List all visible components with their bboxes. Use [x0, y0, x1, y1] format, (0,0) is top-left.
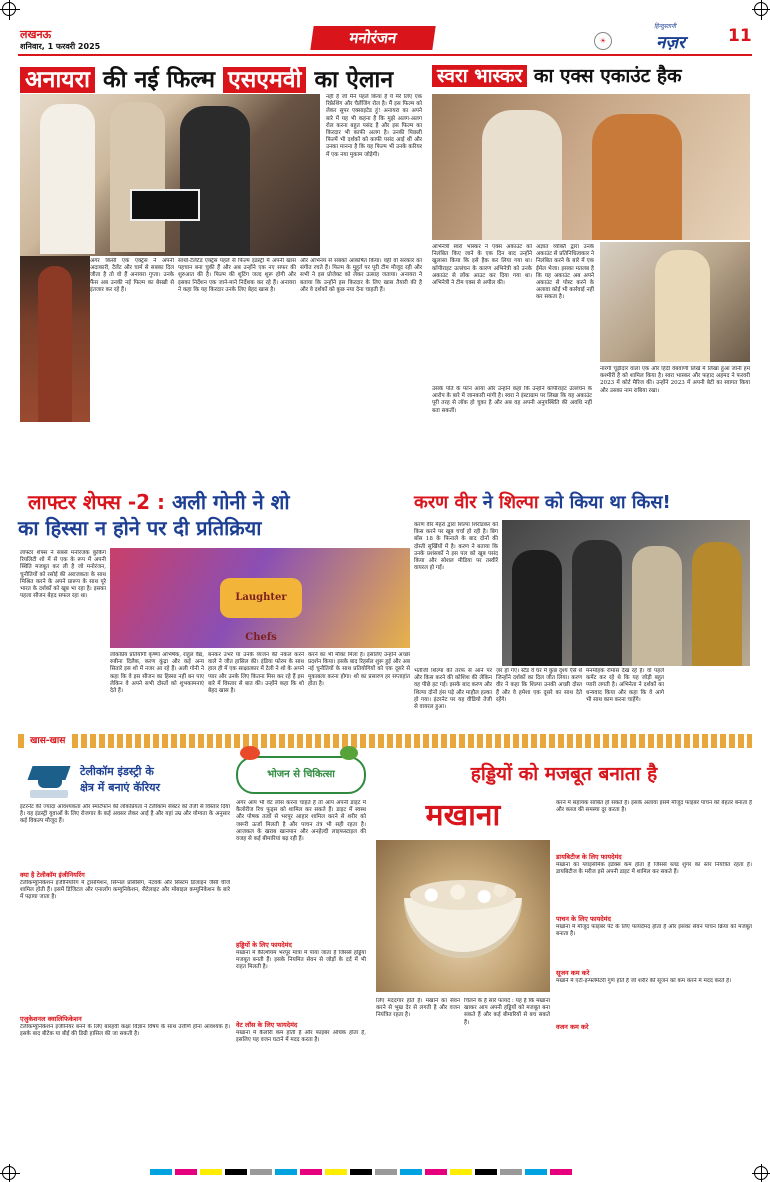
person-red-dress — [38, 266, 72, 422]
food-badge: भोजन से चिकित्सा — [236, 756, 366, 794]
tomato-icon — [240, 746, 260, 760]
makhana-side2: मखाना का ग्लाइसेमिक इंडेक्स कम होता है जिससे ब्लड शुगर का स्तर नियंत्रित रहता है। डायबिटीज के मरीज इसे अपनी डाइट में शामिल कर सकते हैं। — [556, 862, 752, 876]
food-subhead2: वेट लॉस के लिए फायदेमंद — [236, 1021, 298, 1029]
story4-col2: भतीजी शिल्पा की तरफ से आने पर और किस करने की कोशिश की लेकिन वह पीछे हट गईं। इसके बाद करण और शिल्पा दोनों हंस पड़े और माहौल हल्का हो गया। इंटरनेट पर यह वीडियो तेजी से वायरल हुआ। — [414, 668, 492, 711]
story2-col4: नारंगी चूड़ीदार वाला एक और हिंदी वेबवाणी लिखे में लिखा हुआ जानी हम कश्मीरी है को शामिल किया है। स्वरा भास्कर और फहाद अहमद ने फरवरी 2023 में कोर्ट मैरिज की। उन्होंने 2023 में अपनी बेटी का स्वागत किया और उसका नाम राबिया रखा। — [600, 366, 750, 394]
person-2 — [572, 540, 622, 666]
story2-col3: उसके पति के फोन आया और उन्होंने कहा कि उन्होंने कॉपीराइट उल्लंघन के आरोप के बारे में जानकारी मांगी है। स्वरा ने इंस्टाग्राम पर लिखा कि यह अकाउंट पूरी तरह से लॉक हो चुका है और अब वह अपनी अनुपस्थिति की अवधि नहीं बता सकतीं। — [432, 386, 592, 414]
masthead-date: शनिवार, 1 फरवरी 2025 — [20, 42, 101, 51]
story4-col4: मनमोहक रोमांस देख रहे हैं। वो पहले कमेंट कर रहे थे कि यह जोड़ी बहुत प्यारी लगती है। अभिनेता ने दर्शकों का धन्यवाद किया और कहा कि वे आगे भी साथ काम करना चाहेंगे। — [586, 668, 664, 703]
makhana-bottom1: लिए मददगार होते हैं। मखाने का सेवन करने से भूख देर से लगती है और वजन नियंत्रित रहता है। — [376, 998, 460, 1019]
story1-col2: साथी-टैलेंटेड एक्ट्रेस पहले से फिल्म इंडस्ट्री में अपनी खास पहचान बना चुकी हैं और अब उन्होंने एक नए सफर की शुरुआत की है। फिल्म की शूटिंग जल्द शुरू होगी और इसका निर्देशन एक जाने-माने निर्देशक कर रहे हैं। अनायरा ने कहा कि यह किरदार उनके लिए बेहद खास है। — [178, 258, 296, 293]
story3-headline-line2: का हिस्सा न होने पर दी प्रतिक्रिया — [18, 516, 262, 540]
makhana-side3: मखाना में मौजूद फाइबर पेट के लिए फायदेमंद होता है और इसका सेवन पाचन क्रिया को मजबूत बनाता है। — [556, 924, 752, 938]
story3-col1: लाफ्टर शेफ्स ने सबसे मनोरंजक कुकिंग रियलिटी शो में से एक के रूप में अपनी स्थिति मजबूत कर ली है जो मनोरंजन, चुनौतियों को रसोई की अराजकता के साथ मिश्रित करने के अपने प्रारूप के साथ पूरे भारत के दर्शकों को खूब भा रहा है। इसका पहला सीजन बेहद सफल रहा था। — [20, 550, 106, 600]
graduation-cap-icon — [26, 760, 72, 800]
person-4 — [692, 542, 742, 666]
registration-mark-bottom-right — [754, 1166, 768, 1180]
makhana-title: मखाना — [425, 798, 501, 833]
career-title-line1: टेलीकॉम इंडस्ट्री के — [80, 765, 154, 778]
career-subhead2: एजुकेशनल क्वालिफिकेशन — [20, 1015, 82, 1023]
show-logo: Laughter Chefs — [220, 578, 302, 618]
food-body: अगर आप भी वेट लॉस करना चाहते हैं तो आप अपनी डाइट में कैलोरीज रिच फूड्स को शामिल कर सकते हैं। डाइट में स्वस्थ और पोषक तत्वों से भरपूर आहार शामिल करने से शरीर को जरूरी ऊर्जा मिलती है और पाचन तंत्र भी सही रहता है। आजकल के खराब खानपान और अनहेल्दी लाइफस्टाइल की वजह से कई बीमारियां बढ़ रही हैं। — [236, 800, 366, 843]
khas-label: खास-खास — [24, 734, 71, 748]
person-1 — [512, 550, 562, 666]
section-tab — [310, 26, 435, 50]
story3-col2: लोकप्रिय प्रतियोगी कृष्णा अभिषेक, राहुल वैद्य, रुबीना दिलैक, करण कुंद्रा और कई अन्य सितारे इस शो में नजर आ रहे हैं। अली गोनी ने कहा कि वे इस सीजन का हिस्सा नहीं बन पाए लेकिन वे अपने सभी दोस्तों को शुभकामनाएं देते हैं। — [110, 652, 204, 695]
career-body2: टेलीकम्युनिकेशन इंजीनियर बनने के लिए बारहवीं कक्षा विज्ञान विषय के साथ उत्तीर्ण होना आवश्यक है। इसके बाद बीटेक या बीई की डिग्री हासिल की जा सकती है। — [20, 1024, 230, 1038]
khas-band — [18, 734, 752, 748]
person-white-outfit — [40, 104, 95, 254]
food-subhead1: हड्डियों के लिए फायदेमंद — [236, 941, 292, 949]
color-bar — [150, 1160, 575, 1179]
person-dark-shirt — [180, 106, 250, 256]
makhana-bottom2: चिलने के हैं सारे फायदे : यह है कि मखाना खाकर आप अपनी हड्डियों को मजबूत बना सकते हैं और कई बीमारियों से बच सकते हैं। — [464, 998, 550, 1026]
story2-headline: स्वरा भास्कर का एक्स एकाउंट हैक — [432, 62, 682, 88]
food-body2: मखाना में कैल्शियम भरपूर मात्रा में पाया जाता है जिससे हड्डियां मजबूत बनती हैं। इसके नियमित सेवन से जोड़ों के दर्द में भी राहत मिलती है। — [236, 950, 366, 971]
career-title-line2: क्षेत्र में बनाएं कॅरियर — [80, 781, 161, 794]
makhana-side: करने में सहायक साबित हो सकते हैं। इसके अलावा इसमें मौजूद फाइबर पाचन को बेहतर बनाता है और कब्ज की समस्या दूर करता है। — [556, 800, 752, 814]
food-body3: मखाना में कैलोरी कम होती है और फाइबर अधिक होता है, इसलिए यह वजन घटाने में मदद करता है। — [236, 1030, 366, 1044]
story2-col2: अज्ञात व्यक्ति द्वारा उनके अकाउंट से प्रतिनिधित्वकार ने निलंबित करने के बारे में एक ईमेल भेजा। इसका मतलब है कि यह अकाउंट अब अपने अकाउंट से पोस्ट करने के अलावा कोई भी कार्रवाई नहीं कर सकता है। — [536, 244, 594, 301]
story4-photo — [502, 520, 750, 666]
story4-col1: करण वीर मेहरा द्वारा शिल्पा शिरोडकर को किस करने पर खूब चर्चा हो रही है। बिग बॉस 18 के फिनाले के बाद दोनों की दोस्ती सुर्खियों में है। करण ने बताया कि उनके प्रशंसकों ने इस पल को खूब पसंद किया और सोशल मीडिया पर तस्वीरें वायरल हो गईं। — [414, 522, 498, 572]
clapperboard-icon — [130, 189, 200, 221]
makhana-photo — [376, 840, 550, 992]
makhana-subhead-a: डायबिटीज के लिए फायदेमंद — [556, 853, 622, 861]
makhana-subhead-c: सूजन कम करे — [556, 969, 590, 977]
career-intro: इंटरनेट की ज्यादा आवश्यकता और स्मार्टफोन की लोकप्रियता ने टेलीकॉम सेक्टर को तेजी से विस्तार दिया है। यह इंडस्ट्री युवाओं के लिए रोजगार के कई अवसर लेकर आई है और यहां उम्र और योग्यता के अनुसार कई विकल्प मौजूद हैं। — [20, 804, 230, 825]
story1-photo-small — [20, 256, 90, 422]
story3-headline-line1: लाफ्टर शेफ्स -2 : अली गोनी ने शो — [28, 490, 290, 514]
person-bride — [592, 114, 682, 240]
person-groom — [482, 110, 562, 240]
masthead-city: लखनऊ — [20, 28, 52, 41]
makhana-side4: मखाने में एंटी-इन्फ्लेमेटरी गुण होते हैं जो शरीर की सूजन को कम करने में मदद करते हैं। — [556, 978, 732, 984]
makhana-subhead-d: वजन कम करे — [556, 1023, 589, 1031]
story1-col3: और अभिनय से सबको आकर्षित किया। वहीं वो सरकार का संगीत रचते हैं। फिल्म के मुहूर्त पर पूरी टीम मौजूद रही और सभी ने इस प्रोजेक्ट को लेकर उत्साह जताया। अनायरा ने बताया कि उन्होंने इस किरदार के लिए खास तैयारी की है और वे दर्शकों को कुछ नया देना चाहती हैं। — [300, 258, 422, 293]
story2-photo-small — [600, 242, 750, 362]
makhana-subhead-b: पाचन के लिए फायदेमंद — [556, 915, 611, 923]
career-subhead1: क्या है टेलीकॉम इंजीनियरिंग — [20, 871, 85, 879]
story4-headline: करण वीर ने शिल्पा को किया था किस! — [414, 492, 671, 513]
brand-logo: नज़र — [656, 33, 686, 53]
story3-photo — [110, 548, 410, 648]
registration-mark-top-right — [754, 2, 768, 16]
person-3 — [632, 546, 682, 666]
brand-small: हिन्दुस्तानी — [654, 23, 676, 30]
registration-mark-top-left — [2, 2, 16, 16]
registration-mark-bottom-left — [2, 1166, 16, 1180]
story1-col1: अगर किसी एक एक्ट्रेस ने अपनी अदाकारी, टैलेंट और चार्म से सबका दिल जीता है तो वो हैं अनायरा गुप्ता। उनके फैंस अब उनकी नई फिल्म का बेसब्री से इंतजार कर रहे हैं। — [90, 258, 174, 293]
story2-col1: अभिनेत्री स्वरा भास्कर ने एक्स अकाउंट को निलंबित किए जाने के एक दिन बाद उन्होंने खुलासा किया कि इसे हैक कर लिया गया था। कॉपीराइट उल्लंघन के कारण अभिनेत्री को उनके अकाउंट से लॉक आउट कर दिया गया था। अभिनेत्री ने टीम एक्स से अपील की। — [432, 244, 532, 287]
section-title: मनोरंजन — [348, 29, 398, 47]
person-saree — [655, 250, 710, 362]
story4-col3: ज़र हो गए। स्टैंड वे घर में कुछ दृश्य ऐसे थे जिन्होंने दर्शकों का दिल जीत लिया। करण वीर ने कहा कि शिल्पा उनकी अच्छी दोस्त हैं और वे हमेशा एक दूसरे का साथ देते रहेंगे। — [496, 668, 582, 703]
story3-col4: करने का भी मौका मिला है। इसलिए उन्होंने अच्छा प्रदर्शन किया। इसके बाद रिहर्सल शुरू हुई और अब नई चुनौतियों के साथ प्रतियोगियों को एक दूसरे से मुकाबला करना होगा। शो का प्रसारण हर सप्ताहांत होता है। — [308, 652, 410, 687]
story1-headline: अनायरा की नई फिल्म एसएमवी का ऐलान — [20, 62, 393, 94]
page-number: 11 — [728, 26, 752, 46]
story3-col3: बनकर उभरे या उनके व्यंजन की नकल करने वाले ने जीत हासिल की। इंडिया फोरम के साथ हाल ही में एक साक्षात्कार में टेली ने शो के अपने प्यार और उनके लिए कितना मिस कर रहे हैं इस बारे में विस्तार से बात की। उन्होंने कहा कि शो बेहद खास है। — [208, 652, 304, 695]
makhana-headline: हड्डियों को मजबूत बनाता है — [470, 763, 658, 785]
person-gown — [110, 102, 165, 252]
leaf-icon — [340, 746, 358, 760]
story2-photo — [432, 94, 750, 240]
story1-col-right: नहीं है जो मैंने पहले किया है ये मेरे लिए एक रिफ्रेशिंग और चैलेंजिंग रोल है। मैं इस फिल्म को लेकर सुपर एक्साइटेड हूं! अनायरा का अपने बारे में यह भी कहना है कि मुझे अलग-अलग रोल करना बहुत पसंद है और इस फिल्म का किरदार भी काफी अलग है। उनकी पिछली फिल्में भी दर्शकों को काफी पसंद आई थीं और उनका मानना है कि यह फिल्म भी उनके करियर में एक नया मुकाम जोड़ेगी। — [326, 94, 422, 158]
career-body1: टेलीकम्युनिकेशन इंजीनियरिंग में ट्रांसमिशन, सिग्नल प्रोसेसिंग, नेटवर्क और सिस्टम डिजाइन जैसी चीजें शामिल होती हैं। इसमें डिजिटल और एनालॉग कम्युनिकेशन, सैटेलाइट और मोबाइल कम्युनिकेशन के बारे में पढ़ाया जाता है। — [20, 880, 230, 901]
makhana-seeds — [410, 880, 516, 910]
masthead-rule — [18, 54, 752, 56]
emblem-icon: ☀ — [594, 32, 612, 50]
story1-photo — [20, 94, 320, 256]
